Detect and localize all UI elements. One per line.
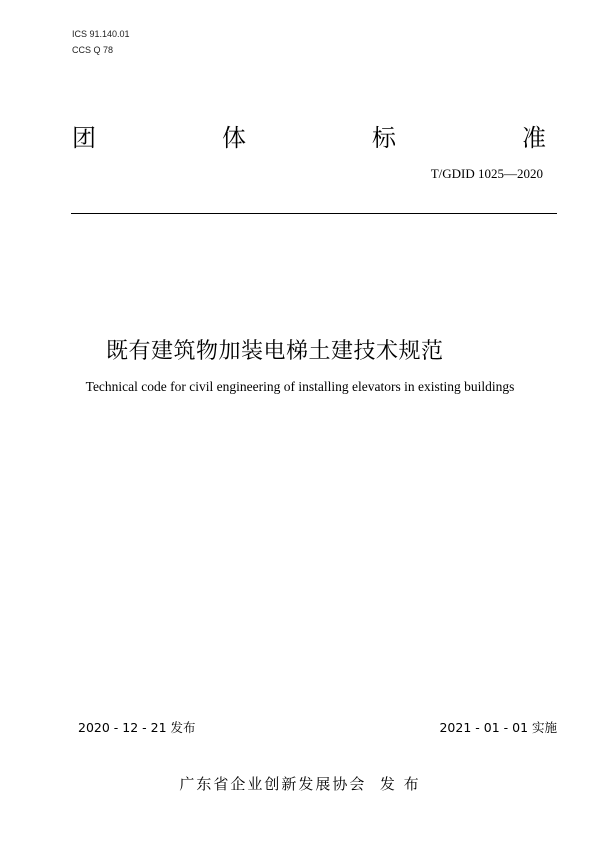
ics-code: ICS 91.140.01	[72, 29, 130, 39]
ccs-code: CCS Q 78	[72, 45, 114, 55]
standard-type-char: 体	[222, 124, 246, 152]
standard-type-char: 团	[72, 124, 96, 152]
publish-date: 2020 - 12 - 21 发布	[78, 720, 196, 735]
title-english: Technical code for civil engineering of installing elevators in existing buildings	[85, 379, 515, 394]
implement-date: 2021 - 01 - 01 实施	[439, 720, 557, 735]
title-chinese: 既有建筑物加装电梯土建技术规范	[106, 339, 444, 364]
standard-type-char: 标	[372, 124, 396, 152]
standard-number: T/GDID 1025—2020	[430, 166, 543, 181]
publisher: 广东省企业创新发展协会 发 布	[179, 775, 421, 793]
standard-type-char: 准	[522, 124, 546, 152]
header-divider	[71, 213, 557, 214]
